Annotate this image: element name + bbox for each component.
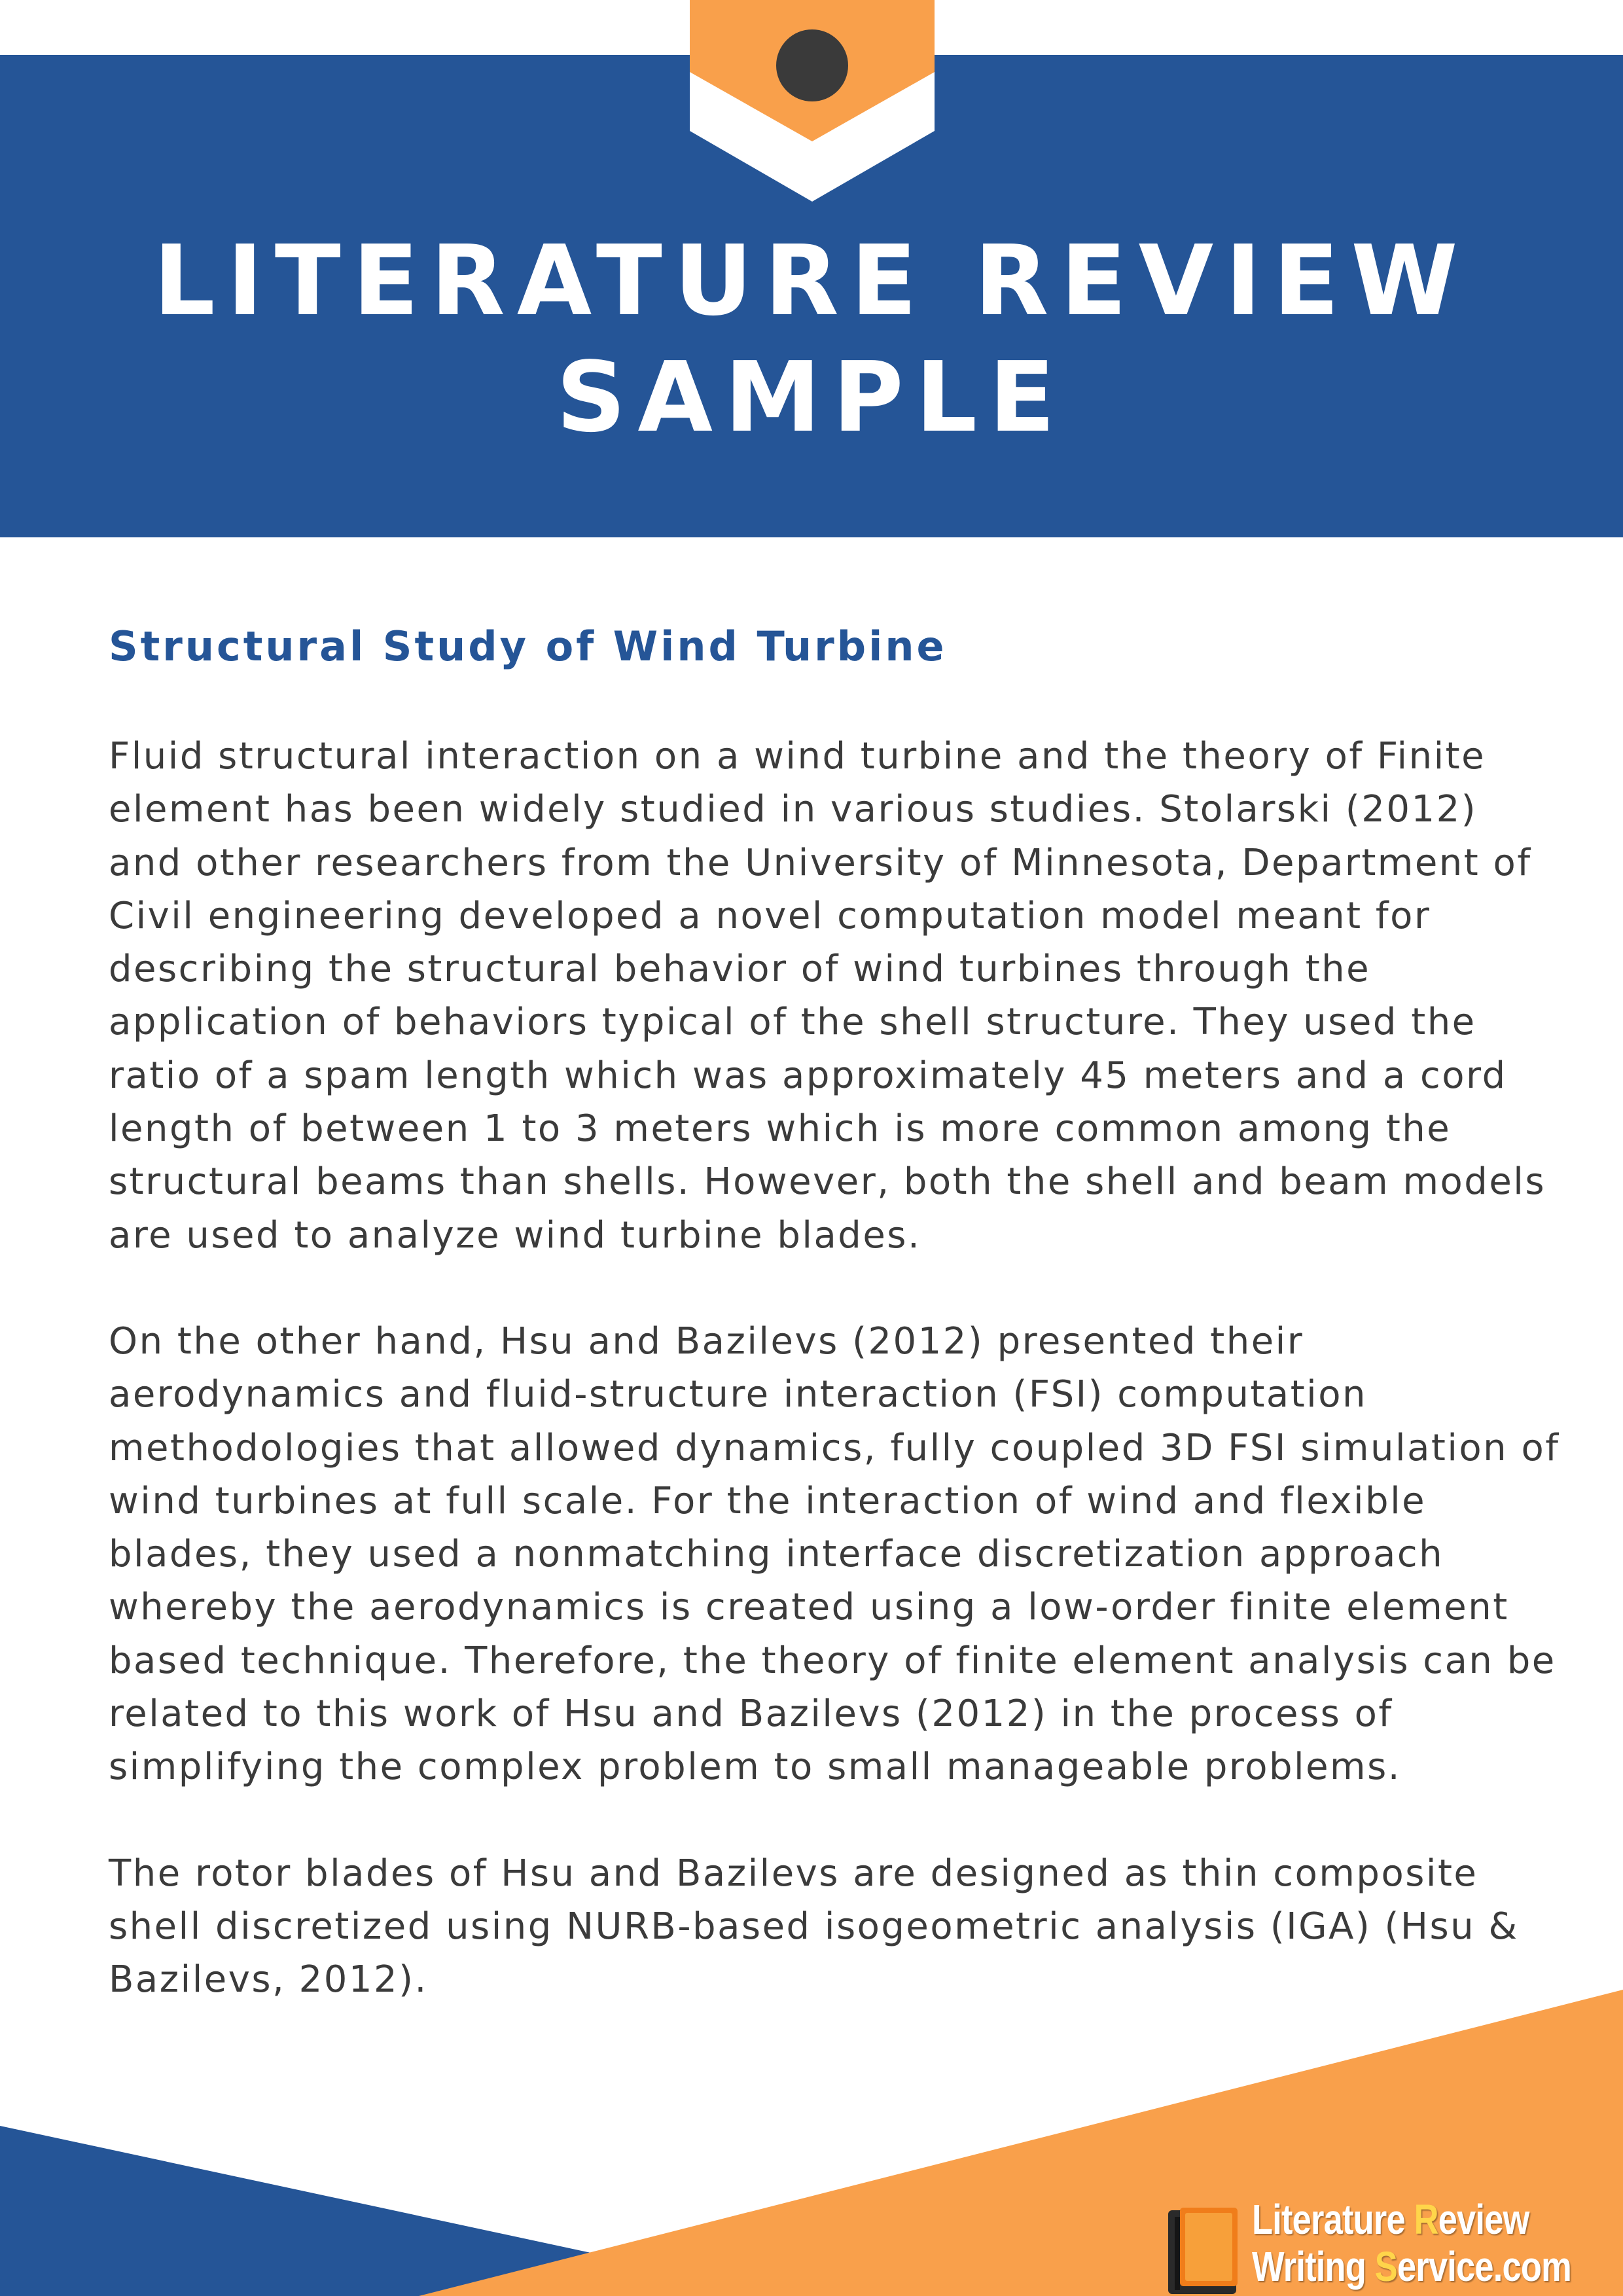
article-body bbox=[109, 730, 1568, 2060]
pin-badge-icon bbox=[0, 0, 1623, 209]
title-line-1: LITERATURE REVIEW bbox=[153, 224, 1470, 337]
brand-logo[interactable] bbox=[1168, 2196, 1613, 2294]
badge-dot bbox=[776, 29, 848, 101]
page-title bbox=[0, 223, 1623, 456]
paragraph: The rotor blades of Hsu and Bazilevs are designed as thin composite shell discretized using NURB-based isogeometric analysis (IGA) (Hsu & Bazilevs, 2012). bbox=[109, 1852, 1519, 2001]
book-icon bbox=[1168, 2208, 1240, 2294]
paragraph: Fluid structural interaction on a wind turbine and the theory of Finite element has been widely studied in various studies. Stolarski (2012) and other researchers from the University of Minnesota, Department of Civil engineering developed a novel computation model meant for describing the structural behavior of wind turbines through the application of behaviors typical of the shell structure. They used the ratio of a spam length which was approximately 45 meters and a cord length of between 1 to 3 meters which is more common among the structural beams than shells. However, both the shell and beam models are used to analyze wind turbine blades. bbox=[109, 735, 1546, 1257]
brand-logo-text: Literature Review Writing Service.com bbox=[1252, 2196, 1572, 2290]
section-heading: Structural Study of Wind Turbine bbox=[109, 622, 947, 670]
paragraph: On the other hand, Hsu and Bazilevs (2012) presented their aerodynamics and fluid-structure interaction (FSI) computation methodologies that allowed dynamics, fully coupled 3D FSI simulation of wind turbines at full scale. For the interaction of wind and flexible blades, they used a nonmatching interface discretization approach whereby the aerodynamics is created using a low-order finite element based technique. Therefore, the theory of finite element analysis can be related to this work of Hsu and Bazilevs (2012) in the process of simplifying the complex problem to small manageable problems. bbox=[109, 1319, 1560, 1789]
title-line-2: SAMPLE bbox=[556, 341, 1067, 454]
